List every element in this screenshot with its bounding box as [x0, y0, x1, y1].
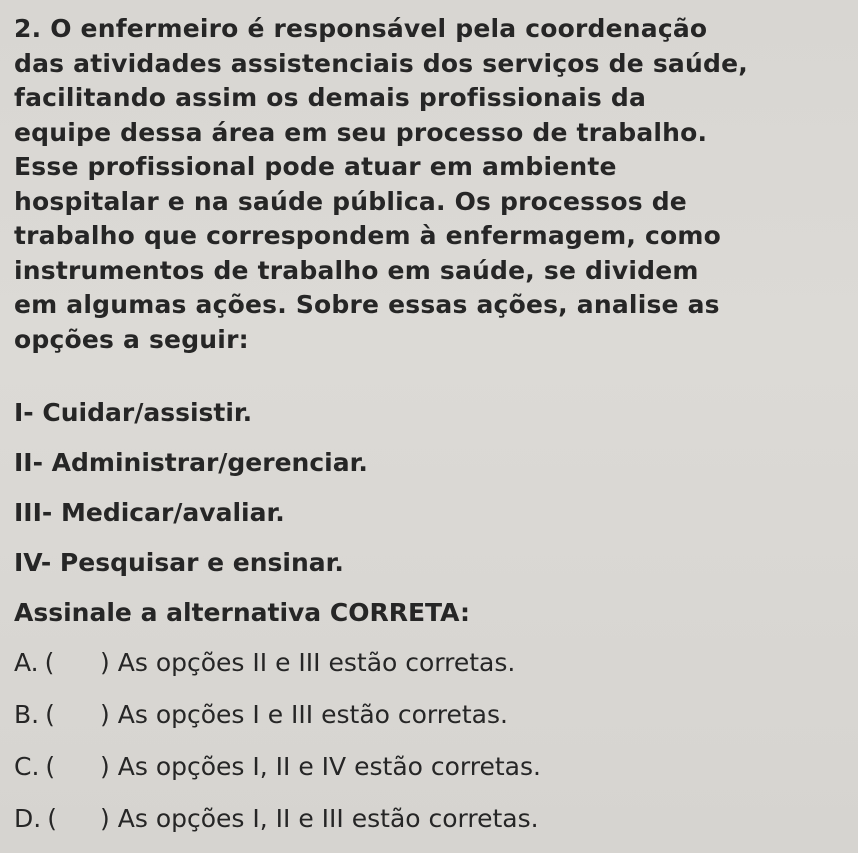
question-page	[14, 12, 854, 833]
question-line: equipe dessa área em seu processo de trabalho.	[14, 117, 708, 147]
checkbox-open-paren[interactable]: (	[47, 804, 57, 833]
alternative-text: As opções I, II e IV estão corretas.	[117, 752, 541, 781]
checkbox-open-paren[interactable]: (	[44, 648, 55, 677]
alternative-text: As opções II e III estão corretas.	[117, 648, 516, 677]
alternative-c[interactable]	[14, 752, 541, 781]
option-item-i: I- Cuidar/assistir.	[14, 398, 253, 427]
question-line: opções a seguir:	[14, 324, 249, 354]
alternative-letter	[14, 804, 100, 833]
question-line: facilitando assim os demais profissionais da	[14, 83, 647, 112]
checkbox-open-paren[interactable]: (	[45, 700, 55, 729]
alternative-d[interactable]	[14, 804, 539, 833]
checkbox-close-paren: )	[100, 752, 110, 781]
alternative-letter	[14, 752, 100, 781]
checkbox-open-paren[interactable]: (	[45, 752, 56, 781]
question-line: trabalho que correspondem à enfermagem, como	[14, 221, 722, 250]
alternative-letter-label: D.	[14, 804, 42, 833]
alternative-letter-label: C.	[14, 752, 40, 781]
alternative-letter	[14, 700, 100, 729]
question-line: Esse profissional pode atuar em ambiente	[14, 152, 617, 181]
alternative-letter-label: B.	[14, 700, 40, 729]
alternative-text: As opções I e III estão corretas.	[117, 700, 508, 729]
question-line: instrumentos de trabalho em saúde, se dividem	[14, 255, 699, 285]
question-stem	[14, 12, 854, 357]
question-line: 2. O enfermeiro é responsável pela coordenação	[14, 14, 708, 43]
question-line: das atividades assistenciais dos serviços de saúde,	[14, 48, 748, 78]
checkbox-close-paren: )	[100, 804, 110, 833]
instruction-text: Assinale a alternativa CORRETA:	[14, 598, 470, 627]
alternative-b[interactable]	[14, 700, 508, 729]
alternative-letter	[14, 648, 100, 677]
alternative-a[interactable]	[14, 648, 515, 677]
option-item-ii: II- Administrar/gerenciar.	[14, 448, 368, 477]
question-line: hospitalar e na saúde pública. Os processos de	[14, 186, 687, 216]
alternative-letter-label: A.	[14, 648, 39, 677]
checkbox-close-paren: )	[100, 700, 110, 729]
checkbox-close-paren: )	[100, 648, 110, 677]
option-item-iv: IV- Pesquisar e ensinar.	[14, 548, 344, 577]
question-line: em algumas ações. Sobre essas ações, analise as	[14, 290, 720, 319]
option-item-iii: III- Medicar/avaliar.	[14, 498, 285, 527]
alternative-text: As opções I, II e III estão corretas.	[117, 804, 539, 833]
